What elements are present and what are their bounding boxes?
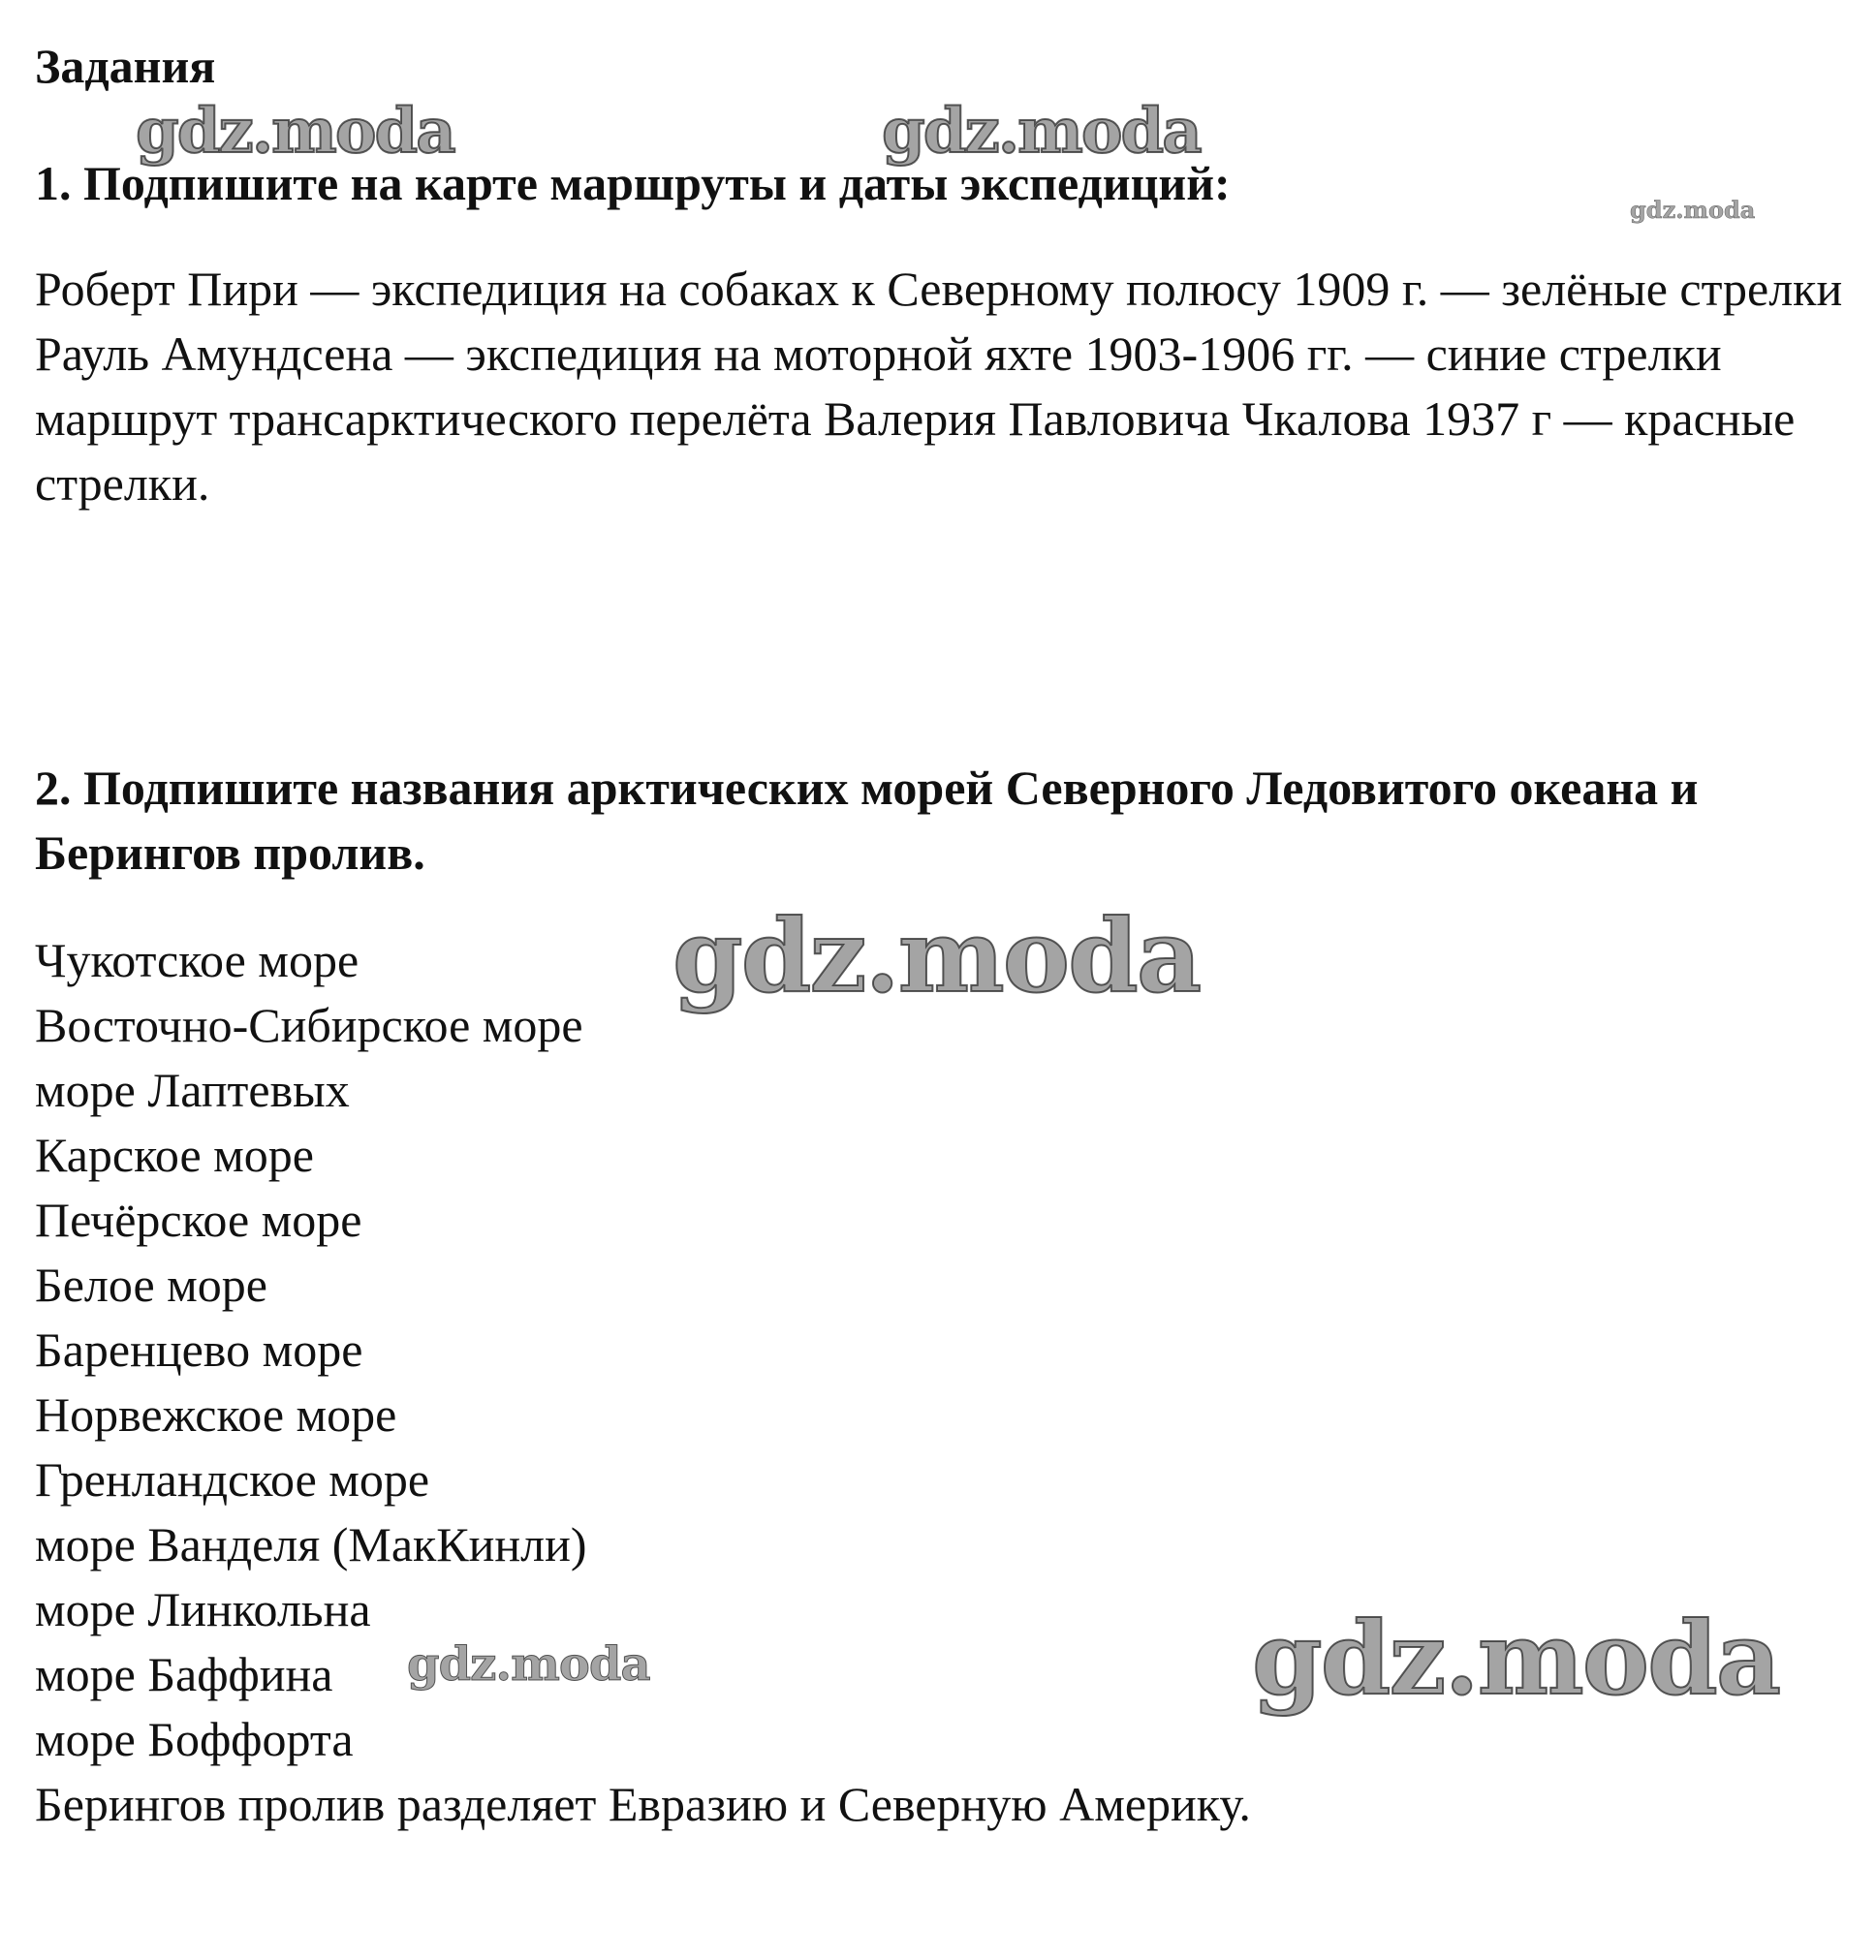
- sea-list-item: Гренландское море: [35, 1452, 430, 1507]
- task-1-answer: [35, 257, 1857, 516]
- watermark: gdz.moda: [407, 1637, 650, 1692]
- bering-strait-line: Берингов пролив разделяет Евразию и Северную Америку.: [35, 1777, 1251, 1831]
- sea-list-item: Чукотское море: [35, 933, 360, 987]
- sea-list-item: море Баффина: [35, 1647, 333, 1701]
- answer-line-chkalov: маршрут трансарктического перелёта Валерия Павловича Чкалова 1937 г — красные стрелки.: [35, 391, 1796, 511]
- sea-list-item: Печёрское море: [35, 1193, 362, 1247]
- task-2-answer: [35, 928, 1857, 1837]
- task-2-title: 2. Подпишите названия арктических морей Северного Ледовитого океана и Берингов пролив.: [35, 761, 1699, 880]
- sea-list-item: море Линкольна: [35, 1582, 371, 1636]
- sea-list-item: Белое море: [35, 1258, 267, 1312]
- sea-list-item: море Ванделя (МакКинли): [35, 1517, 587, 1571]
- watermark: gdz.moda: [1630, 196, 1756, 224]
- sea-list-item: море Лаптевых: [35, 1063, 350, 1117]
- page-title: Задания: [35, 39, 216, 93]
- task-1-title: 1. Подпишите на карте маршруты и даты экспедиций:: [35, 156, 1231, 210]
- sea-list-item: море Боффорта: [35, 1712, 354, 1766]
- answer-line-amundsen: Рауль Амундсена — экспедиция на моторной яхте 1903-1906 гг. — синие стрелки: [35, 327, 1722, 381]
- sea-list-item: Карское море: [35, 1128, 314, 1182]
- watermark: gdz.moda: [672, 896, 1201, 1015]
- watermark: gdz.moda: [1252, 1599, 1780, 1718]
- answer-line-peary: Роберт Пири — экспедиция на собаках к Северному полюсу 1909 г. — зелёные стрелки: [35, 262, 1843, 316]
- watermark: gdz.moda: [882, 95, 1201, 168]
- sea-list-item: Восточно-Сибирское море: [35, 998, 583, 1052]
- sea-list-item: Баренцево море: [35, 1322, 363, 1377]
- watermark: gdz.moda: [136, 95, 454, 168]
- sea-list-item: Норвежское море: [35, 1387, 397, 1442]
